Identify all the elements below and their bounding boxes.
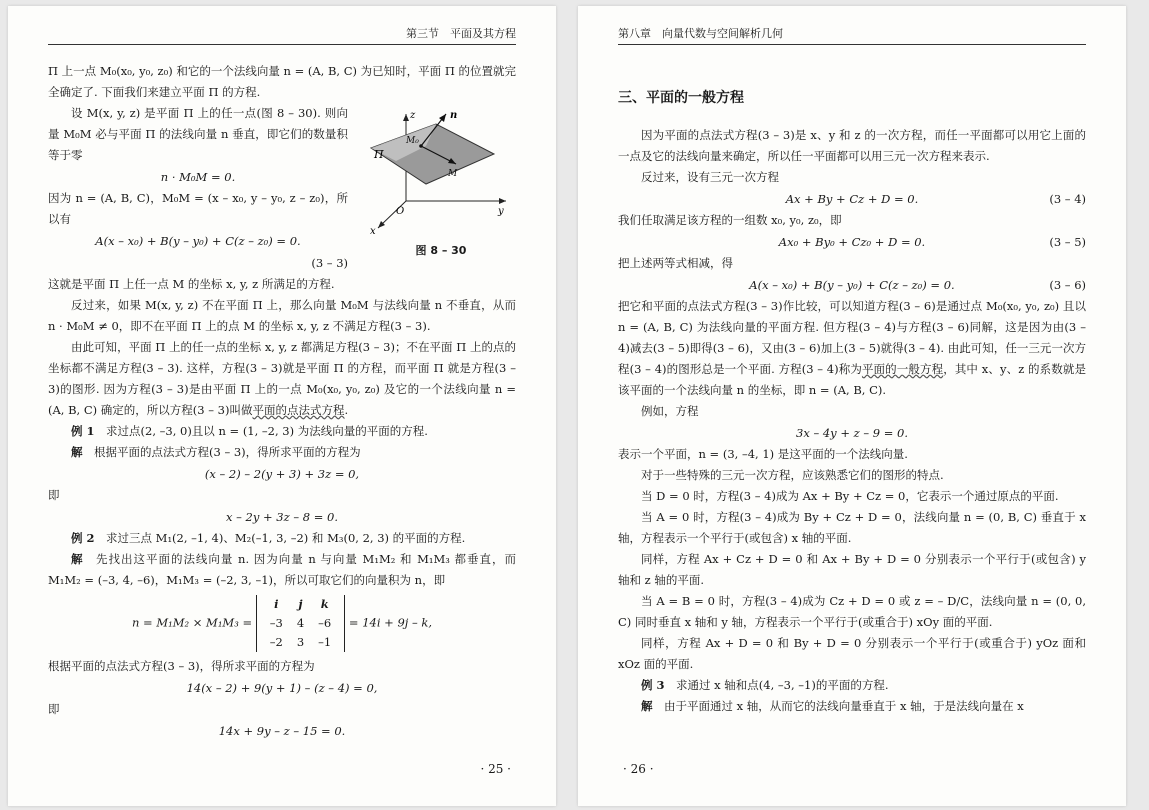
right-page <box>578 6 1126 806</box>
paragraph: 因为平面的点法式方程(3 – 3)是 x、y 和 z 的一次方程，而任一平面都可以用它上面的一点及它的法线向量来确定，所以任一平面都可以用三元一次方程来表示. <box>618 128 1086 163</box>
example-2: 例 2 求过三点 M₁(2, –1, 4)、M₂(–1, 3, –2) 和 M₃(0, 2, 3) 的平面的方程. <box>71 531 466 545</box>
paragraph: 因为 n = (A, B, C)，M₀M = (x – x₀, y – y₀, z – z₀)，所以有 <box>48 191 348 226</box>
paragraph: 设 M(x, y, z) 是平面 Π 上的任一点(图 8 – 30). 则向量 M₀M 必与平面 Π 的法线向量 n 垂直，即它们的数量积等于零 <box>48 106 348 162</box>
equation: Ax₀ + By₀ + Cz₀ + D = 0. (3 – 5) <box>778 235 1086 249</box>
equation: 14x + 9y – z – 15 = 0. <box>218 724 346 738</box>
determinant: i j k –3 4 –6 –2 3 –1 <box>256 595 345 652</box>
solution: 解 由于平面通过 x 轴，从而它的法线向量垂直于 x 轴，于是法线向量在 x <box>641 699 1024 713</box>
equation-number: (3 – 3) <box>311 256 348 270</box>
figure-caption: 图 8 – 30 <box>415 244 467 257</box>
example-1: 例 1 求过点(2, –3, 0)且以 n = (1, –2, 3) 为法线向量的平面的方程. <box>71 424 428 438</box>
paragraph: 这就是平面 Π 上任一点 M 的坐标 x, y, z 所满足的方程. <box>48 277 335 291</box>
paragraph: 即 <box>48 488 60 502</box>
section-title: 三、平面的一般方程 <box>618 90 744 106</box>
paragraph: 反过来，设有三元一次方程 <box>641 170 779 184</box>
origin-label: O <box>396 206 405 217</box>
paragraph: 我们任取满足该方程的一组数 x₀, y₀, z₀，即 <box>618 213 842 227</box>
page-header <box>48 24 516 45</box>
paragraph: 当 A = 0 时，方程(3 – 4)成为 By + Cz + D = 0，法线向量 n = (0, B, C) 垂直于 x 轴，方程表示一个平行于(或包含) x 轴的平面. <box>618 510 1086 545</box>
paragraph: 即 <box>48 702 60 716</box>
paragraph: 同样，方程 Ax + D = 0 和 By + D = 0 分别表示一个平行于(或重合于) yOz 面和 xOz 面的平面. <box>618 636 1086 671</box>
paragraph: 同样，方程 Ax + Cz + D = 0 和 Ax + By + D = 0 分别表示一个平行于(或包含) y 轴和 z 轴的平面. <box>618 552 1086 587</box>
solution: 解 根据平面的点法式方程(3 – 3)，得所求平面的方程为 <box>71 445 361 459</box>
paragraph: 例如，方程 <box>641 404 699 418</box>
paragraph: 对于一些特殊的三元一次方程，应该熟悉它们的图形的特点. <box>641 468 944 482</box>
paragraph: 根据平面的点法式方程(3 – 3)，得所求平面的方程为 <box>48 659 315 673</box>
paragraph: 当 D = 0 时，方程(3 – 4)成为 Ax + By + Cz = 0，它表示一个通过原点的平面. <box>641 489 1059 503</box>
equation: A(x – x₀) + B(y – y₀) + C(z – z₀) = 0. <box>95 234 301 248</box>
paragraph: 反过来，如果 M(x, y, z) 不在平面 Π 上，那么向量 M₀M 与法线向量 n 不垂直，从而 n · M₀M ≠ 0，即不在平面 Π 上的点 M 的坐标 x, y, z 不满足方程(3 – 3). <box>48 298 516 333</box>
page-body <box>48 61 516 742</box>
paragraph: 把上述两等式相减，得 <box>618 256 733 270</box>
axis-label-z: z <box>410 110 416 121</box>
equation: 3x – 4y + z – 9 = 0. <box>796 426 908 440</box>
axis-label-y: y <box>498 206 504 217</box>
example-3: 例 3 求通过 x 轴和点(4, –3, –1)的平面的方程. <box>641 678 889 692</box>
left-page <box>8 6 556 806</box>
header-title: 第三节 平面及其方程 <box>406 27 516 40</box>
determinant-equation: n = M₁M₂ × M₁M₃ = i j k –3 4 –6 –2 3 –1 = 14i + 9j – k, <box>48 595 516 652</box>
page-number: · 26 · <box>623 762 654 776</box>
paragraph: 由此可知，平面 Π 上的任一点的坐标 x, y, z 都满足方程(3 – 3)；不在平面 Π 上的点的坐标都不满足方程(3 – 3). 这样，方程(3 – 3)就是平面 Π 的方程，而平面 Π 就是方程(3 – 3)的图形. 因为方程(3 – 3)是由平面 Π 上的一点 M₀(x₀, y₀, z₀) 及它的一个法线向量 n = (A, B, C) 确定的，所以方程(3 – 3)叫做平面的点法式方程. <box>48 340 516 417</box>
page-body <box>618 61 1086 717</box>
paragraph: 表示一个平面，n = (3, –4, 1) 是这平面的一个法线向量. <box>618 447 908 461</box>
axis-label-x: x <box>370 226 376 236</box>
paragraph: Π 上一点 M₀(x₀, y₀, z₀) 和它的一个法线向量 n = (A, B, C) 为已知时，平面 Π 的位置就完全确定了. 下面我们来建立平面 Π 的方程. <box>48 64 516 99</box>
point-m0-label: M₀ <box>406 136 419 146</box>
normal-vector-label: n <box>450 110 458 121</box>
equation: A(x – x₀) + B(y – y₀) + C(z – z₀) = 0. (3 – 6) <box>749 278 1086 292</box>
paragraph: 当 A = B = 0 时，方程(3 – 4)成为 Cz + D = 0 或 z = – D/C，法线向量 n = (0, 0, C) 同时垂直 x 轴和 y 轴，方程表示一个平行于(或重合于) xOy 面的平面. <box>618 594 1086 629</box>
equation: (x – 2) – 2(y + 3) + 3z = 0, <box>204 467 360 481</box>
equation: n · M₀M = 0. <box>160 170 236 184</box>
plane-label: Π <box>374 148 384 161</box>
figure-8-30 <box>366 106 516 258</box>
term-general-form: 平面的一般方程 <box>861 362 944 376</box>
equation: Ax + By + Cz + D = 0. (3 – 4) <box>785 192 1086 206</box>
paragraph: 把它和平面的点法式方程(3 – 3)作比较，可以知道方程(3 – 6)是通过点 M₀(x₀, y₀, z₀) 且以 n = (A, B, C) 为法线向量的平面方程. 但方程(3 – 4)与方程(3 – 6)同解，这是因为由(3 – 4)减去(3 – 5)即得(3 – 6)，又由(3 – 6)加上(3 – 5)就得(3 – 4). 由此可知，任一三元一次方程(3 – 4)的图形总是一个平面. 方程(3 – 4)称为平面的一般方程，其中 x、y、z 的系数就是该平面的一个法线向量 n 的坐标，即 n = (A, B, C). <box>618 299 1086 397</box>
equation: x – 2y + 3z – 8 = 0. <box>226 510 338 524</box>
plane-normal-diagram <box>366 106 516 236</box>
point-m-label: M <box>448 169 458 179</box>
page-header <box>618 24 1086 45</box>
solution: 解 先找出这平面的法线向量 n. 因为向量 n 与向量 M₁M₂ 和 M₁M₃ 都垂直，而 M₁M₂ = (–3, 4, –6)，M₁M₃ = (–2, 3, –1)，所以可取它们的向量积为 n，即 <box>48 552 517 587</box>
term-point-normal-form: 平面的点法式方程 <box>252 403 345 417</box>
header-title: 第八章 向量代数与空间解析几何 <box>618 27 783 40</box>
equation: 14(x – 2) + 9(y + 1) – (z – 4) = 0, <box>186 681 378 695</box>
page-number: · 25 · <box>480 762 511 776</box>
